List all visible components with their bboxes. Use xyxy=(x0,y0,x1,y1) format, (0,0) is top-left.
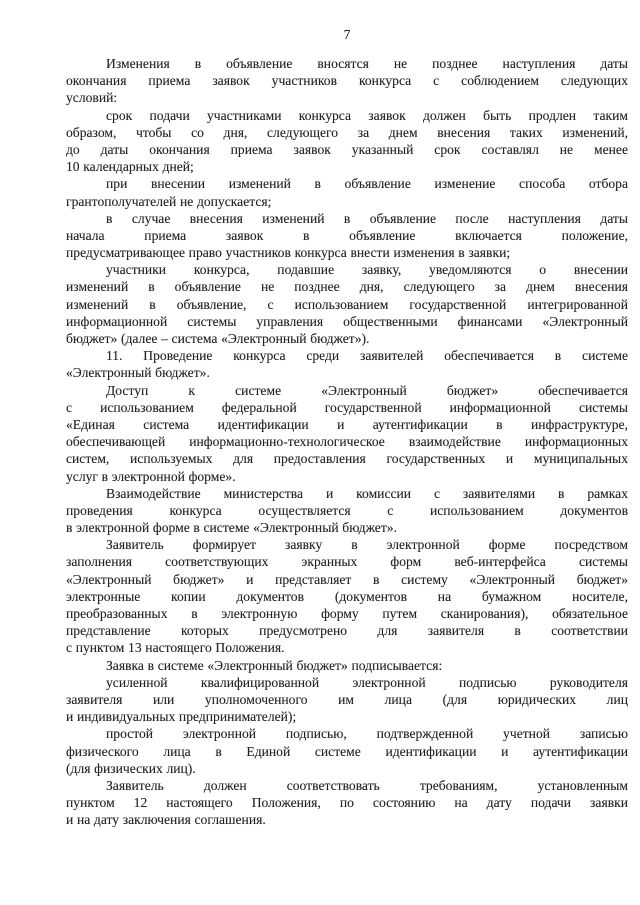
text-line: Заявитель формирует заявку в электронной форме посредством xyxy=(106,537,628,553)
text-line: условий: xyxy=(66,90,118,106)
text-line: изменений в объявление, с использованием государственной интегрированной xyxy=(66,296,628,312)
text-line: образом, чтобы со дня, следующего за днем внесения таких изменений, xyxy=(66,124,628,140)
text-line: срок подачи участниками конкурса заявок должен быть продлен таким xyxy=(106,107,628,123)
text-line: Заявитель должен соответствовать требованиям, установленным xyxy=(106,777,628,793)
text-line: «Единая система идентификации и аутентификации в инфраструктуре, xyxy=(66,416,628,432)
document-body xyxy=(66,55,628,828)
text-line: предусматривающее право участников конкурса внести изменения в заявки; xyxy=(66,245,511,261)
text-line: проведения конкурса осуществляется с использованием документов xyxy=(66,502,628,518)
text-line: пунктом 12 настоящего Положения, по состоянию на дату подачи заявки xyxy=(66,795,628,811)
text-line: электронные копии документов (документов на бумажном носителе, xyxy=(66,588,628,604)
text-line: Взаимодействие министерства и комиссии с заявителями в рамках xyxy=(106,485,628,501)
text-line: представление которых предусмотрено для заявителя в соответствии xyxy=(66,623,628,639)
text-line: 10 календарных дней; xyxy=(66,159,194,175)
text-line: преобразованных в электронную форму путем сканирования), обязательное xyxy=(66,606,628,621)
text-line: с пунктом 13 настоящего Положения. xyxy=(66,640,285,656)
text-line: «Электронный бюджет» и представляет в систему «Электронный бюджет» xyxy=(66,571,628,587)
text-line: обеспечивающей информационно-технологическое взаимодействие информационных xyxy=(66,434,628,450)
text-line: до даты окончания приема заявок указанный срок составлял не менее xyxy=(66,141,628,157)
text-line: Заявка в системе «Электронный бюджет» подписывается: xyxy=(106,657,443,673)
text-line: изменений в объявление не позднее дня, следующего за днем внесения xyxy=(66,279,628,295)
text-line: (для физических лиц). xyxy=(66,760,196,776)
text-line: Доступ к системе «Электронный бюджет» обеспечивается xyxy=(106,382,628,398)
text-line: начала приема заявок в объявление включается положение, xyxy=(66,227,628,243)
text-line: Изменения в объявление вносятся не позднее наступления даты xyxy=(106,56,628,71)
text-line: услуг в электронной форме». xyxy=(66,468,236,484)
text-line: 11. Проведение конкурса среди заявителей обеспечивается в системе xyxy=(106,348,628,364)
text-line: участники конкурса, подавшие заявку, уведомляются о внесении xyxy=(106,262,628,278)
page-number: 7 xyxy=(343,27,351,42)
text-line: и на дату заключения соглашения. xyxy=(66,812,266,828)
text-line: заявителя или уполномоченного им лица (для юридических лиц xyxy=(66,691,628,707)
text-line: информационной системы управления общественными финансами «Электронный xyxy=(66,313,628,329)
text-line: грантополучателей не допускается; xyxy=(66,193,272,209)
text-line: и индивидуальных предпринимателей); xyxy=(66,709,297,725)
text-line: заполнения соответствующих экранных форм веб-интерфейса системы xyxy=(66,554,628,570)
text-line: с использованием федеральной государственной информационной системы xyxy=(66,399,628,415)
page-content xyxy=(66,26,628,828)
text-line: в электронной форме в системе «Электронный бюджет». xyxy=(66,520,397,536)
text-line: физического лица в Единой системе идентификации и аутентификации xyxy=(66,743,628,759)
text-line: систем, используемых для предоставления государственных и муниципальных xyxy=(66,451,628,467)
text-line: при внесении изменений в объявление изменение способа отбора xyxy=(106,176,628,192)
text-line: усиленной квалифицированной электронной подписью руководителя xyxy=(106,674,628,690)
text-line: бюджет» (далее – система «Электронный бюджет»). xyxy=(66,331,370,346)
text-line: окончания приема заявок участников конкурса с соблюдением следующих xyxy=(66,73,628,89)
text-line: простой электронной подписью, подтвержденной учетной записью xyxy=(106,726,628,742)
text-line: в случае внесения изменений в объявление после наступления даты xyxy=(106,210,628,226)
text-line: «Электронный бюджет». xyxy=(66,365,210,381)
